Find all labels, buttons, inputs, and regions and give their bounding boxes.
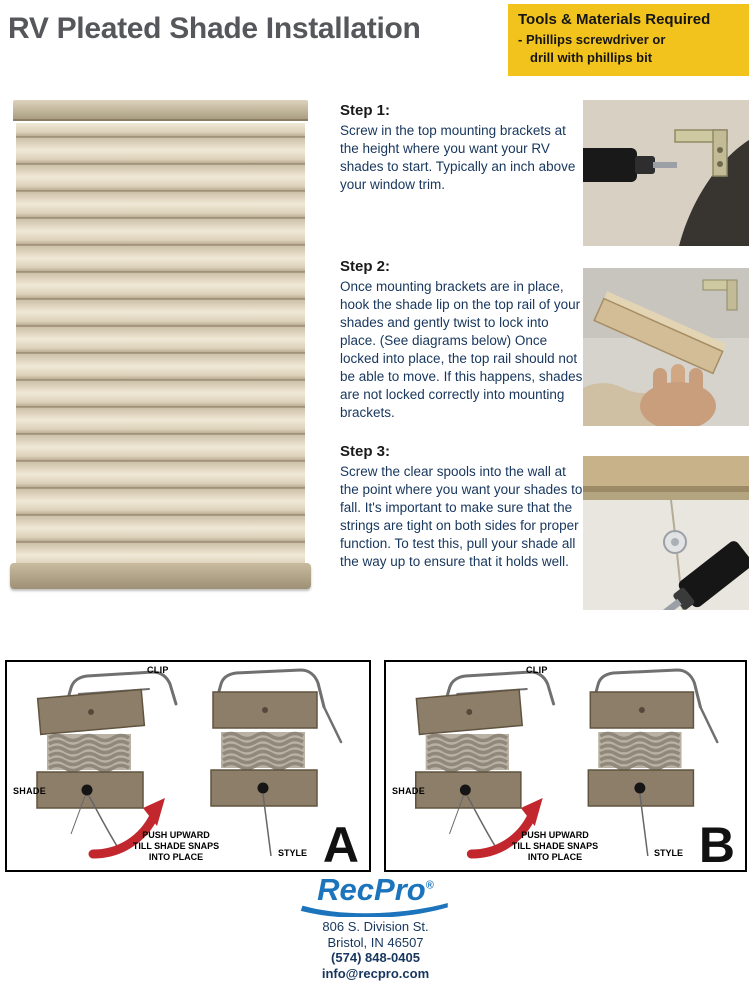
diagram-style-b — [384, 660, 747, 872]
step-1 — [340, 102, 583, 194]
style-label: STYLE — [277, 848, 307, 858]
clip-label: CLIP — [526, 665, 548, 675]
phone-number: (574) 848-0405 — [331, 950, 420, 965]
logo-text: RecPro — [317, 872, 426, 907]
step-3-body: Screw the clear spools into the wall at the point where you want your shades to fall. It's important to make sure that the strings are tight on both sides for proper function. To test this, pull your shade all the way up to ensure that it holds well. — [340, 464, 583, 569]
push-upward-note: PUSH UPWARD TILL SHADE SNAPS INTO PLACE — [132, 830, 220, 862]
step-3 — [340, 443, 583, 571]
style-label: STYLE — [653, 848, 683, 858]
address-line1: 806 S. Division St. — [322, 919, 429, 934]
shade-label: SHADE — [392, 786, 426, 796]
step-2 — [340, 258, 583, 422]
page-title: RV Pleated Shade Installation — [8, 12, 421, 45]
shade-bottom-rail — [10, 563, 311, 589]
spool-screw-illustration — [583, 456, 749, 610]
style-letter-b: B — [698, 817, 735, 873]
step-2-heading: Step 2: — [340, 258, 391, 275]
diagram-style-a — [5, 660, 371, 872]
step-1-photo — [583, 100, 749, 246]
step-2-body: Once mounting brackets are in place, hook the shade lip on the top rail of your shades and gently twist to lock into place. (See diagrams below) Once locked into place, the top rail should not be able to move. If this happens, shades are not locked correctly into mounting brackets. — [340, 279, 583, 420]
shade-top-rail — [13, 100, 308, 121]
step-3-photo — [583, 456, 749, 610]
company-address — [0, 919, 751, 981]
hook-rail-illustration — [583, 268, 749, 426]
pleated-shade-photo — [10, 100, 311, 589]
push-upward-note: PUSH UPWARD TILL SHADE SNAPS INTO PLACE — [511, 830, 599, 862]
registered-mark: ® — [425, 879, 434, 892]
clip-label: CLIP — [147, 665, 169, 675]
step-3-heading: Step 3: — [340, 443, 391, 460]
shade-pleats — [16, 123, 305, 563]
step-1-body: Screw in the top mounting brackets at the height where you want your RV shades to start. Typically an inch above your window trim. — [340, 123, 576, 192]
email-address: info@recpro.com — [321, 965, 430, 981]
recpro-logo — [0, 872, 751, 917]
step-2-photo — [583, 268, 749, 426]
tools-box-line1: - Phillips screwdriver or — [518, 32, 666, 47]
tools-materials-box — [508, 4, 749, 76]
tools-box-title: Tools & Materials Required — [518, 11, 711, 28]
tools-box-line2: drill with phillips bit — [530, 49, 653, 65]
style-letter-a: A — [322, 817, 359, 873]
address-line2: Bristol, IN 46507 — [327, 934, 424, 950]
shade-label: SHADE — [13, 786, 47, 796]
step-1-heading: Step 1: — [340, 102, 391, 119]
drill-bracket-illustration — [583, 100, 749, 246]
